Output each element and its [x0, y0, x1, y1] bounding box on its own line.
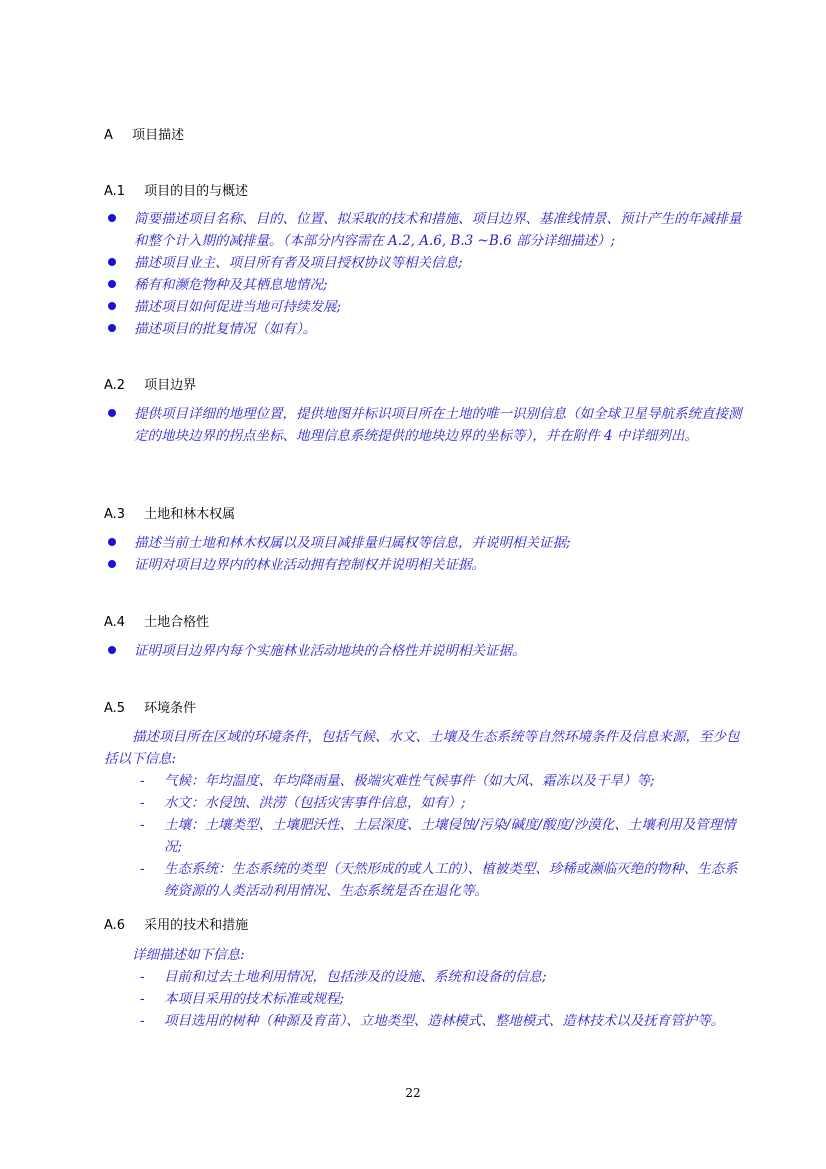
section-title: 土地合格性 — [144, 615, 210, 630]
list-item — [140, 792, 748, 814]
page-number: 22 — [405, 1086, 421, 1100]
list-item-text: 土壤：土壤类型、土壤肥沃性、土层深度、土壤侵蚀/污染/碱度/酸度/沙漠化、土壤利用及管理情况; — [164, 817, 736, 855]
bullet-icon — [108, 302, 116, 310]
section-title: 项目边界 — [144, 378, 197, 393]
section-heading-a1 — [104, 180, 248, 199]
list-item-text: 证明项目边界内每个实施林业活动地块的合格性并说明相关证据。 — [134, 643, 526, 659]
section-intro: 详细描述如下信息: — [132, 947, 245, 963]
list-item — [108, 208, 748, 252]
list-item — [108, 252, 748, 274]
section-paragraph: 描述项目所在区域的环境条件，包括气候、水文、土壤及生态系统等自然环境条件及信息来源，至少包括以下信息: — [104, 729, 740, 767]
list-item — [140, 858, 748, 902]
list-item-text: 目前和过去土地利用情况，包括涉及的设施、系统和设备的信息; — [164, 969, 547, 985]
section-number: A.3 — [104, 507, 126, 522]
section-title: 采用的技术和措施 — [144, 918, 249, 933]
list-item-text: 生态系统：生态系统的类型（天然形成的或人工的）、植被类型、珍稀或濒临灭绝的物种、生态系统资源的人类活动利用情况、生态系统是否在退化等。 — [164, 861, 738, 899]
bullet-icon — [108, 538, 116, 546]
list-item — [140, 814, 748, 858]
section-number: A.6 — [104, 918, 126, 933]
list-item-text: 本项目采用的技术标准或规程; — [164, 991, 345, 1007]
list-item-text: 项目选用的树种（种源及育苗）、立地类型、造林模式、整地模式、造林技术以及抚育管护等。 — [164, 1013, 725, 1029]
section-heading-a4 — [104, 611, 209, 630]
list-item-text: 描述项目如何促进当地可持续发展; — [134, 299, 342, 315]
list-item-text: 稀有和濒危物种及其栖息地情况; — [134, 277, 328, 293]
dash-marker: - — [140, 861, 145, 877]
section-title: 项目描述 — [132, 128, 185, 143]
list-item-text: 气候：年均温度、年均降雨量、极端灾难性气候事件（如大风、霜冻以及干旱）等; — [164, 773, 655, 789]
list-item-text: 提供项目详细的地理位置，提供地图并标识项目所在土地的唯一识别信息（如全球卫星导航系统直接测定的地块边界的拐点坐标、地理信息系统提供的地块边界的坐标等），并在附件 4 中详细列出。 — [134, 406, 742, 444]
list-item — [140, 966, 748, 988]
list-item — [108, 274, 748, 296]
section-number: A — [104, 128, 113, 143]
dash-marker: - — [140, 1013, 145, 1029]
section-number: A.2 — [104, 378, 126, 393]
bullet-icon — [108, 646, 116, 654]
dash-marker: - — [140, 773, 145, 789]
section-title: 土地和林木权属 — [144, 507, 236, 522]
section-number: A.5 — [104, 701, 126, 716]
bullet-icon — [108, 560, 116, 568]
list-item-text: 描述项目的批复情况（如有）。 — [134, 321, 317, 337]
list-item — [140, 1010, 748, 1032]
dash-marker: - — [140, 991, 145, 1007]
list-item — [108, 554, 748, 576]
list-item — [108, 318, 748, 340]
list-item — [108, 532, 748, 554]
dash-marker: - — [140, 795, 145, 811]
bullet-icon — [108, 280, 116, 288]
section-number: A.4 — [104, 615, 126, 630]
section-heading-a3 — [104, 503, 235, 522]
section-heading-a — [104, 124, 184, 143]
section-heading-a2 — [104, 374, 196, 393]
section-number: A.1 — [104, 184, 126, 199]
list-item — [108, 640, 748, 662]
bullet-icon — [108, 214, 116, 222]
list-item-text: 描述项目业主、项目所有者及项目授权协议等相关信息; — [134, 255, 463, 271]
section-heading-a6 — [104, 914, 248, 933]
list-item-text: 描述当前土地和林木权属以及项目减排量归属权等信息，并说明相关证据; — [134, 535, 571, 551]
list-item — [108, 403, 748, 447]
list-item — [140, 770, 748, 792]
section-heading-a5 — [104, 697, 196, 716]
list-item-text: 简要描述项目名称、目的、位置、拟采取的技术和措施、项目边界、基准线情景、预计产生的年减排量和整个计入期的减排量。（本部分内容需在 A.2, A.6, B.3 ~B.6 部分详细描述）; — [134, 211, 742, 249]
list-item — [108, 296, 748, 318]
bullet-icon — [108, 409, 116, 417]
list-item — [140, 988, 748, 1010]
dash-marker: - — [140, 817, 145, 833]
list-item-text: 证明对项目边界内的林业活动拥有控制权并说明相关证据。 — [134, 557, 485, 573]
list-item-text: 水文：水侵蚀、洪涝（包括灾害事件信息，如有）; — [164, 795, 466, 811]
dash-marker: - — [140, 969, 145, 985]
bullet-icon — [108, 324, 116, 332]
bullet-icon — [108, 258, 116, 266]
section-title: 环境条件 — [144, 701, 197, 716]
section-title: 项目的目的与概述 — [144, 184, 249, 199]
